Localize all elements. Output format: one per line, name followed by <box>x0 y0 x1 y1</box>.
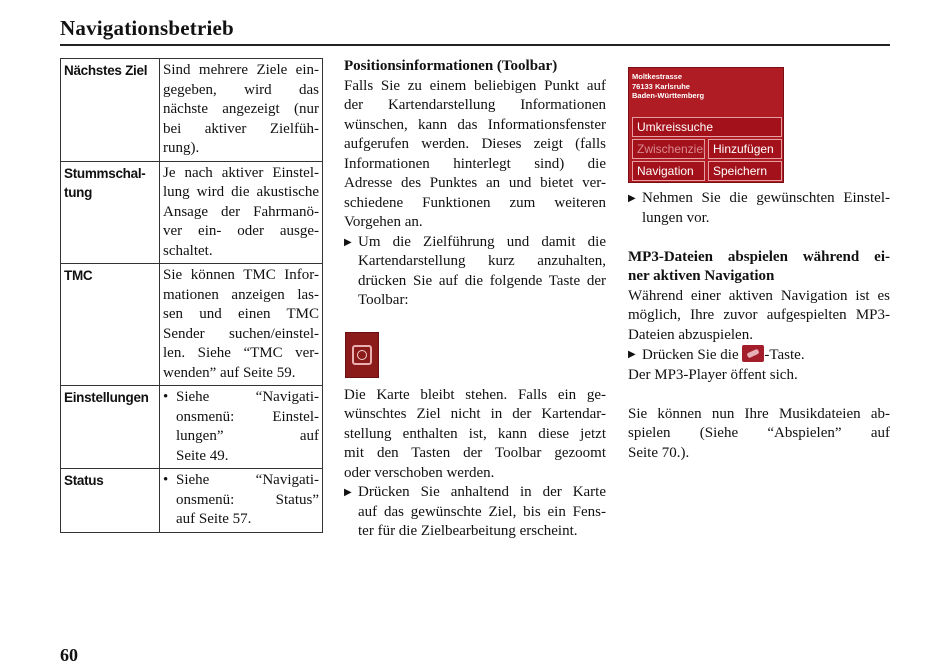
paragraph <box>344 386 606 484</box>
table-value <box>160 264 323 386</box>
paragraph <box>628 405 890 464</box>
text-line: bei aktiver Zielfüh- <box>163 120 319 137</box>
text-line: onsmenü: Einstel- <box>176 408 319 425</box>
text-line: Siehe “Navigati- <box>176 389 319 405</box>
instruction-text <box>642 189 890 228</box>
paragraph <box>628 287 890 346</box>
text-line: aufgerufen werden. Dieses zeigt (falls <box>344 136 606 152</box>
text-line: Vorgehen an. <box>344 214 423 230</box>
text-line: auf Seite 57. <box>176 511 252 527</box>
text-fragment: Drücken Sie die <box>642 347 739 363</box>
spacer <box>628 385 890 405</box>
instruction-step <box>344 483 606 542</box>
table-value <box>160 469 323 533</box>
key-line: tung <box>64 184 93 200</box>
bullet-icon: • <box>163 389 169 405</box>
instruction-text <box>358 483 606 542</box>
table-key: TMC <box>61 264 160 386</box>
text-line: wünschen, kann das Informationsfenster <box>344 116 606 133</box>
text-line: Toolbar: <box>358 292 409 308</box>
text-line: ner aktiven Navigation <box>628 268 775 284</box>
text-line: onsmenü: Status” <box>176 491 319 508</box>
text-line: mationen anzeigen las- <box>163 286 319 303</box>
table-value <box>160 59 323 162</box>
text-line: der Kartendarstellung Informationen <box>344 97 606 113</box>
text-line: spielen (Siehe “Abspielen” auf <box>628 425 890 441</box>
navigation-info-table <box>60 58 323 533</box>
text-line: Informationen hinterlegt sind) die <box>344 155 606 172</box>
text-line: Seite 70.). <box>628 444 690 461</box>
text-line: stellung enthalten ist, kann diese jetzt <box>344 425 606 442</box>
page-number: 60 <box>60 645 78 665</box>
table-key: Nächstes Ziel <box>61 59 160 162</box>
arrow-icon: ▶ <box>628 349 636 360</box>
text-line: Drücken Sie anhaltend in der Karte <box>358 484 606 500</box>
text-line: Nehmen Sie die gewünschten Einstel- <box>642 190 890 206</box>
table-row <box>61 264 323 386</box>
text-line: sen und einen TMC <box>163 306 319 322</box>
text-line: oder verschoben werden. <box>344 464 495 481</box>
arrow-icon: ▶ <box>344 487 352 498</box>
text-line: Siehe “Navigati- <box>176 472 319 488</box>
text-line: Sind mehrere Ziele ein- <box>163 62 319 78</box>
instruction-step <box>628 189 890 228</box>
page-title: Navigationsbetrieb <box>60 16 234 40</box>
section-heading <box>628 248 890 287</box>
table-row <box>61 469 323 533</box>
spacer <box>628 228 890 248</box>
address-line: 76133 Karlsruhe <box>632 81 690 91</box>
hinzufuegen-button[interactable]: Hinzufügen <box>708 139 782 159</box>
text-line: mit den Tasten der Toolbar gezoomt <box>344 445 606 461</box>
bullet-icon: • <box>163 472 169 488</box>
text-line: Um die Zielführung und damit die <box>358 233 606 250</box>
instruction-text <box>642 345 890 366</box>
arrow-icon: ▶ <box>628 193 636 204</box>
address-block <box>632 72 704 101</box>
text-line: Adresse des Punktes an und bietet ver- <box>344 175 606 191</box>
table-key <box>61 161 160 264</box>
text-line: ver ein- oder ausge- <box>163 223 319 239</box>
text-line: MP3-Dateien abspielen während ei- <box>628 248 890 265</box>
text-line: Falls Sie zu einem beliebigen Punkt auf <box>344 77 606 94</box>
table-row <box>61 386 323 469</box>
text-line: Ansage der Fahrmanö- <box>163 203 319 220</box>
bullet-text <box>176 388 319 466</box>
section-heading: Positionsinformationen (Toolbar) <box>344 58 558 74</box>
bullet-text <box>176 471 319 530</box>
paragraph: Der MP3-Player öffent sich. <box>628 366 798 383</box>
text-line: schiedene Funktionen zum weiteren <box>344 194 606 211</box>
text-line: wenden” auf Seite 59. <box>163 364 296 381</box>
text-line: Seite 49. <box>176 447 229 464</box>
text-line: wünschtes Ziel nicht in der Kartendar- <box>344 406 606 422</box>
table-key: Status <box>61 469 160 533</box>
text-line: Je nach aktiver Einstel- <box>163 164 319 181</box>
text-line: Kartendarstellung kurz anzuhalten, <box>358 253 606 269</box>
text-line: Sie können nun Ihre Musikdateien ab- <box>628 405 890 422</box>
table-key: Einstellungen <box>61 386 160 469</box>
text-line: gegeben, wird das <box>163 81 319 98</box>
text-line: rung). <box>163 140 200 156</box>
umkreissuche-button[interactable]: Umkreissuche <box>632 117 782 137</box>
table-row <box>61 161 323 264</box>
text-fragment: -Taste. <box>764 347 805 363</box>
text-line: Sie können TMC Infor- <box>163 267 319 283</box>
instruction-step <box>628 345 890 366</box>
text-line: Sender suchen/einstel- <box>163 325 319 342</box>
text-line: lung wird die akustische <box>163 184 319 200</box>
text-line: lungen” auf <box>176 428 319 444</box>
text-line: möglich, Ihre zuvor aufgespielten MP3- <box>628 307 890 323</box>
navigation-button[interactable]: Navigation <box>632 161 705 181</box>
paragraph <box>344 77 606 233</box>
text-line: len. Siehe “TMC ver- <box>163 345 319 361</box>
table-row <box>61 59 323 162</box>
key-line: Stummschal- <box>64 165 146 181</box>
text-line: Die Karte bleibt stehen. Falls ein ge- <box>344 386 606 403</box>
text-line: auf das gewünschte Ziel, bis ein Fens- <box>358 503 606 520</box>
zwischenziel-button[interactable]: Zwischenziel <box>632 139 705 159</box>
text-line: Während einer aktiven Navigation ist es <box>628 287 890 304</box>
instruction-step <box>344 233 606 311</box>
address-line: Moltkestrasse <box>632 72 683 81</box>
text-line: drücken Sie auf die folgende Taste der <box>358 272 606 289</box>
bullet-item <box>163 471 319 530</box>
arrow-icon: ▶ <box>344 236 352 248</box>
text-line: nächste angezeigt (nur <box>163 101 319 117</box>
page-header <box>60 16 890 46</box>
text-line: schaltet. <box>163 242 213 259</box>
mp3-icon <box>742 345 764 362</box>
address-line: Baden-Württemberg <box>632 91 705 100</box>
text-line: lungen vor. <box>642 209 710 226</box>
table-value <box>160 161 323 264</box>
table-value <box>160 386 323 469</box>
toolbar-info-column <box>344 57 606 542</box>
text-line: Dateien abzuspielen. <box>628 326 753 343</box>
instruction-text <box>358 233 606 311</box>
pause-map-icon <box>345 332 379 378</box>
bullet-item <box>163 388 319 466</box>
text-line: ter für die Zielbearbeitung erscheint. <box>358 523 578 539</box>
mp3-column <box>628 57 890 463</box>
speichern-button[interactable]: Speichern <box>708 161 782 181</box>
position-info-screen <box>628 67 784 183</box>
